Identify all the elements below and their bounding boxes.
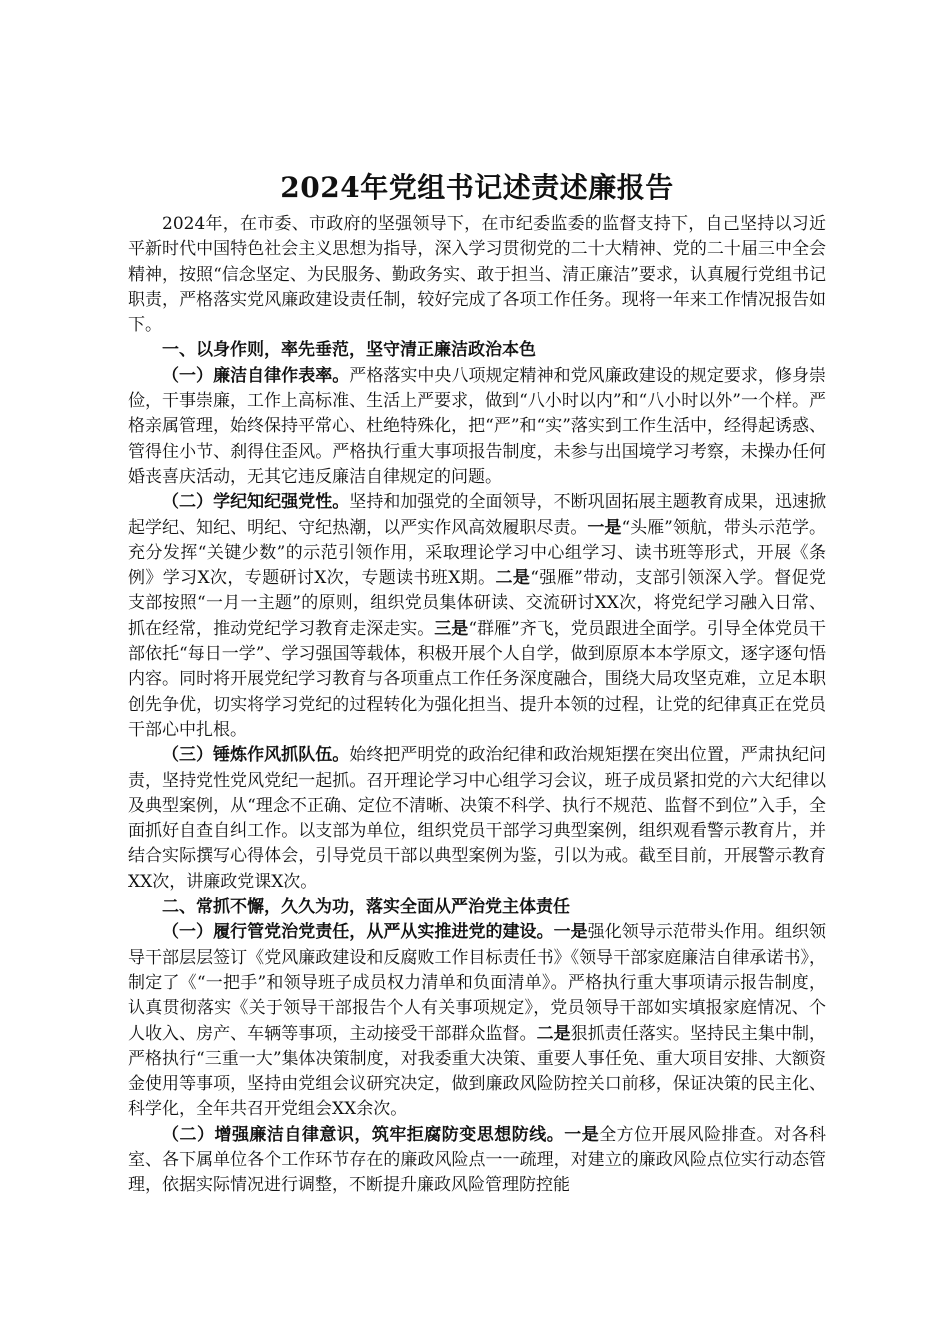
text-run: “头雁”领航，带头示范学。充分发挥“关键少数”的示范引领作用，采取理论学习中心组学习、读书班等形式，开展《条例》学习X次，专题研讨X次，专题读书班X期。 bbox=[128, 517, 826, 589]
text-run: 强化领导示范带头作用。组织领导干部层层签订《党风廉政建设和反腐败工作目标责任书》《领导干部家庭廉洁自律承诺书》，制定了《“一把手”和领导班子成员权力清单和负面清单》。严格执行重大事项请示报告制度，认真贯彻落实《关于领导干部报告个人有关事项规定》，党员领导干部如实填报家庭情况、个人收入、房产、车辆等事项，主动接受干部群众监督。 bbox=[128, 922, 827, 1044]
document-title: 2024年党组书记述责述廉报告 bbox=[280, 171, 674, 204]
text-run: “强雁”带动，支部引领深入学。督促党支部按照“一月一主题”的原则，组织党员集体研读、交流研讨XX次，将党纪学习融入日常、抓在经常，推动党纪学习教育走深走实。 bbox=[128, 568, 826, 639]
section-heading bbox=[128, 895, 826, 920]
bold-run: （二）增强廉洁自律意识，筑牢拒腐防变思想防线。 bbox=[162, 1124, 565, 1145]
bold-run: 三是 bbox=[434, 618, 469, 639]
paragraph bbox=[128, 743, 826, 895]
paragraph bbox=[128, 920, 826, 1122]
text-run: 严格落实中央八项规定精神和党风廉政建设的规定要求，修身崇俭，干事崇廉，工作上高标准、生活上严要求，做到“八小时以内”和“八小时以外”一个样。严格亲属管理，始终保持平常心、杜绝特殊化，把“严”和“实”落实到工作生活中，经得起诱惑、管得住小节、刹得住歪风。严格执行重大事项报告制度，未参与出国境学习考察，未操办任何婚丧喜庆活动，无其它违反廉洁自律规定的问题。 bbox=[128, 365, 827, 487]
bold-run: 二是 bbox=[536, 1023, 571, 1044]
text-run: 狠抓责任落实。坚持民主集中制，严格执行“三重一大”集体决策制度，对我委重大决策、重要人事任免、重大项目安排、大额资金使用等事项，坚持由党组会议研究决定，做到廉政风险防控关口前移，保证决策的民主化、科学化，全年共召开党组会XX余次。 bbox=[128, 1023, 827, 1120]
paragraph bbox=[128, 490, 826, 743]
paragraph bbox=[128, 364, 826, 490]
bold-run: 一是 bbox=[587, 517, 622, 538]
text-run: 全方位开展风险排查。对各科室、各下属单位各个工作环节存在的廉政风险点一一疏理，对建立的廉政风险点位实行动态管理，依据实际情况进行调整，不断提升廉政风险管理防控能 bbox=[128, 1124, 827, 1196]
document-page bbox=[128, 168, 826, 1199]
bold-run: 二是 bbox=[495, 568, 531, 589]
bold-run: 一、以身作则，率先垂范，坚守清正廉洁政治本色 bbox=[162, 340, 536, 361]
bold-run: （二）学纪知纪强党性。 bbox=[162, 492, 350, 513]
bold-run: （三）锤炼作风抓队伍。 bbox=[162, 745, 350, 766]
paragraph bbox=[128, 212, 826, 338]
bold-run: 二、常抓不懈，久久为功，落实全面从严治党主体责任 bbox=[162, 897, 570, 918]
section-heading bbox=[128, 338, 826, 363]
paragraph bbox=[128, 1123, 826, 1199]
bold-run: （一）履行管党治党责任，从严从实推进党的建设。 bbox=[162, 922, 554, 943]
document-body bbox=[128, 212, 826, 1199]
bold-run: （一）廉洁自律作表率。 bbox=[162, 365, 350, 386]
text-run: 坚持和加强党的全面领导，不断巩固拓展主题教育成果，迅速掀起学纪、知纪、明纪、守纪热潮，以严实作风高效履职尽责。 bbox=[128, 492, 827, 538]
bold-run: 一是 bbox=[564, 1124, 600, 1145]
text-run: 2024年，在市委、市政府的坚强领导下，在市纪委监委的监督支持下，自己坚持以习近平新时代中国特色社会主义思想为指导，深入学习贯彻党的二十大精神、党的二十届三中全会精神，按照“信念坚定、为民服务、勤政务实、敢于担当、清正廉洁”要求，认真履行党组书记职责，严格落实党风廉政建设责任制，较好完成了各项工作任务。现将一年来工作情况报告如下。 bbox=[128, 214, 826, 336]
bold-run: 一是 bbox=[553, 922, 588, 943]
text-run: 始终把严明党的政治纪律和政治规矩摆在突出位置，严肃执纪问责，坚持党性党风党纪一起抓。召开理论学习中心组学习会议，班子成员紧扣党的六大纪律以及典型案例，从“理念不正确、定位不清晰、决策不科学、执行不规范、监督不到位”入手，全面抓好自查自纠工作。以支部为单位，组织党员干部学习典型案例，组织观看警示教育片，并结合实际撰写心得体会，引导党员干部以典型案例为鉴，引以为戒。截至目前，开展警示教育XX次，讲廉政党课X次。 bbox=[128, 745, 827, 892]
text-run: “群雁”齐飞，党员跟进全面学。引导全体党员干部依托“每日一学”、学习强国等载体，积极开展个人自学，做到原原本本学原文，逐字逐句悟内容。同时将开展党纪学习教育与各项重点工作任务深度融合，围绕大局攻坚克难，立足本职创先争优，切实将学习党纪的过程转化为强化担当、提升本领的过程，让党的纪律真正在党员干部心中扎根。 bbox=[128, 618, 827, 740]
